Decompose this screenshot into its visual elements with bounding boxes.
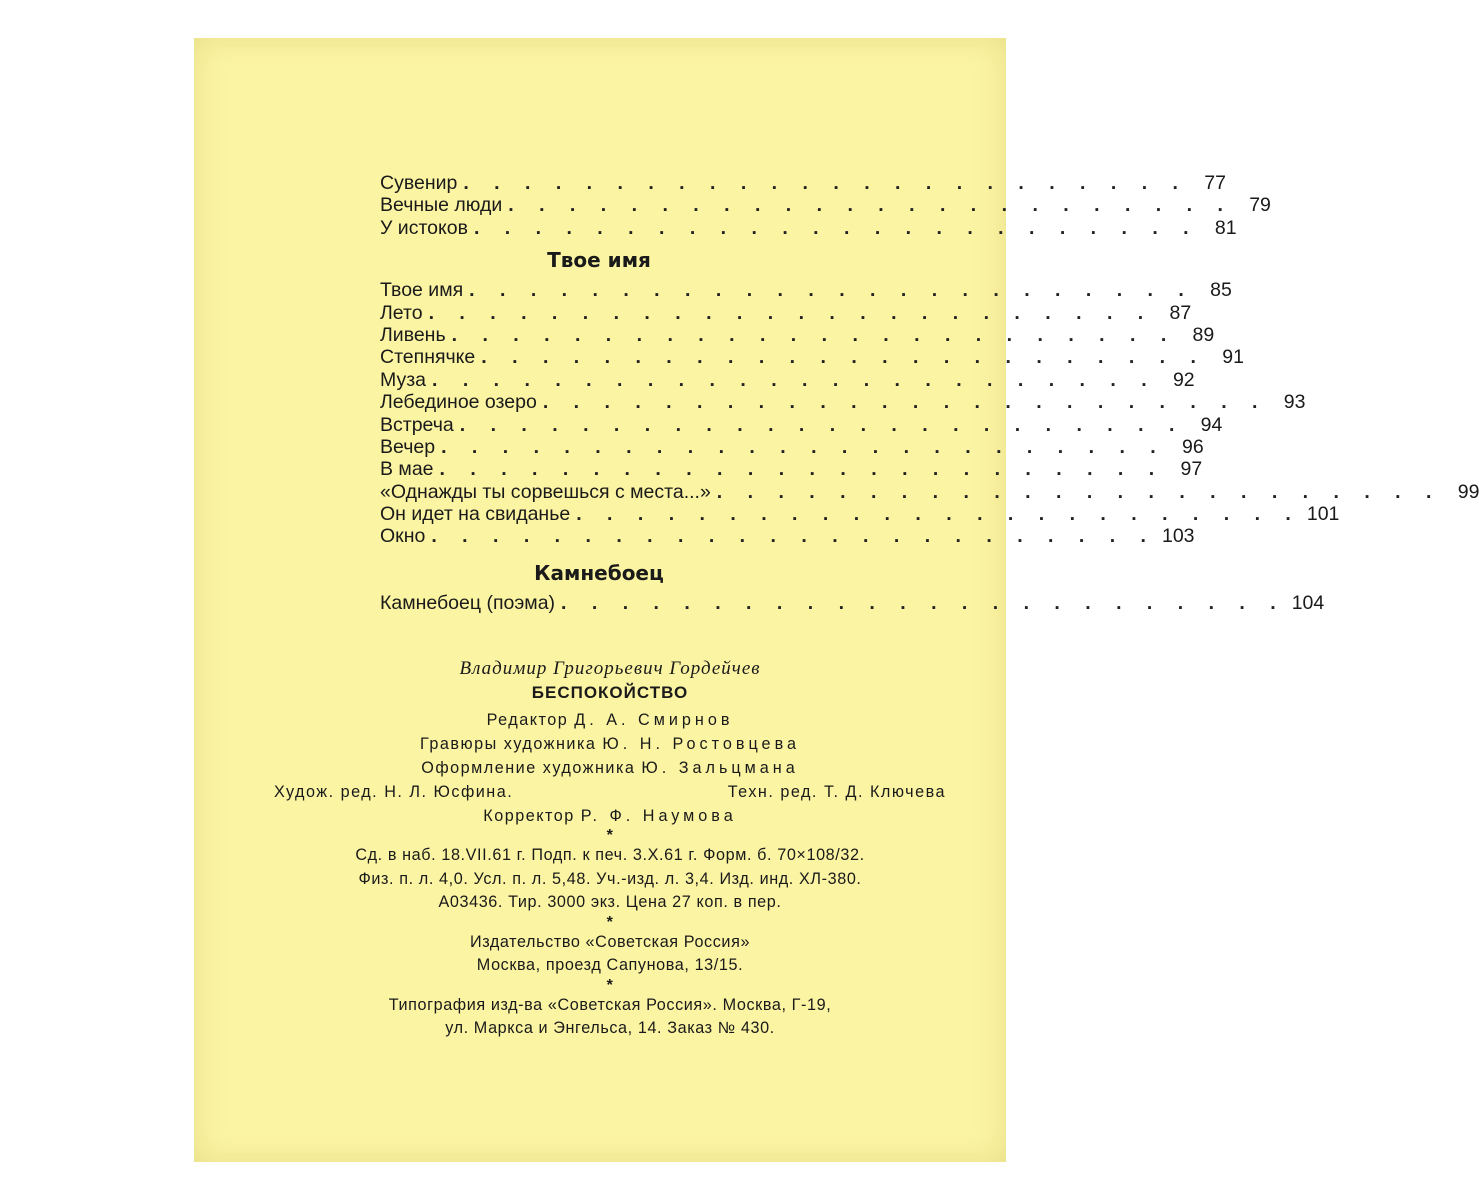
printer-address: ул. Маркса и Энгельса, 14. Заказ № 430. <box>445 1019 775 1037</box>
toc-entry-title: Он идет на свиданье <box>380 503 571 526</box>
toc-entry-page-number: 87 <box>1169 301 1192 324</box>
toc-entry-title: Вечер <box>380 435 436 458</box>
credit-editors-row <box>260 780 960 804</box>
credit-label: Худож. ред. <box>274 783 379 801</box>
toc-entry-title: Окно <box>380 525 426 548</box>
publisher-name: Издательство «Советская Россия» <box>469 932 751 951</box>
toc-group <box>380 172 1271 239</box>
credit-person: Н. Л. Юсфина. <box>384 783 514 801</box>
toc-section-heading: Камнебоец <box>534 560 664 585</box>
print-data-line: А03436. Тир. 3000 экз. Цена 27 коп. в пер. <box>438 893 782 911</box>
credit-engravings <box>260 732 960 756</box>
toc-leader-dots: . . . . . . . . . . . . . . . . . . . . . . . . <box>431 525 1156 548</box>
toc-entry-page-number: 101 <box>1306 503 1340 526</box>
toc-entry-page-number: 89 <box>1192 323 1215 346</box>
toc-leader-dots: . . . . . . . . . . . . . . . . . . . . . . . . <box>716 480 1442 503</box>
toc-group <box>380 591 1325 614</box>
toc-entry-title: У истоков <box>380 216 468 239</box>
toc-group <box>380 279 1479 548</box>
toc-leader-dots: . . . . . . . . . . . . . . . . . . . . . . . . <box>561 591 1286 614</box>
toc-entry-page-number: 92 <box>1172 368 1195 391</box>
toc-leader-dots: . . . . . . . . . . . . . . . . . . . . . . . . <box>508 194 1233 217</box>
credit-person: Т. Д. Ключева <box>823 783 946 801</box>
toc-entry-page-number: 94 <box>1200 413 1223 436</box>
table-of-contents <box>380 172 1479 614</box>
toc-entry-page-number: 93 <box>1283 391 1306 414</box>
credit-label: Гравюры художника <box>420 735 597 753</box>
toc-entry <box>380 172 1226 194</box>
separator-asterisk: * <box>606 976 614 994</box>
publisher-address: Москва, проезд Сапунова, 13/15. <box>476 956 744 974</box>
print-data-line: Физ. п. л. 4,0. Усл. п. л. 5,48. Уч.-изд. л. 3,4. Изд. инд. ХЛ-380. <box>358 869 862 888</box>
credit-person: Д. А. Смирнов <box>574 711 734 729</box>
toc-entry-page-number: 104 <box>1291 591 1325 614</box>
author-name: Владимир Григорьевич Гордейчев <box>459 658 761 679</box>
credit-corrector <box>260 804 960 828</box>
toc-entry-title: Твое имя <box>380 279 464 302</box>
toc-leader-dots: . . . . . . . . . . . . . . . . . . . . . . . . <box>576 503 1301 526</box>
toc-leader-dots: . . . . . . . . . . . . . . . . . . . . . . . . <box>428 301 1154 324</box>
toc-entry-page-number: 85 <box>1210 279 1232 302</box>
toc-entry <box>380 413 1223 436</box>
toc-entry-title: В мае <box>380 458 434 481</box>
separator-asterisk: * <box>606 827 614 844</box>
toc-leader-dots: . . . . . . . . . . . . . . . . . . . . . . . . <box>459 413 1185 436</box>
toc-leader-dots: . . . . . . . . . . . . . . . . . . . . . . . . <box>469 279 1194 302</box>
toc-entry <box>380 216 1237 239</box>
toc-entry-page-number: 99 <box>1457 480 1479 503</box>
toc-leader-dots: . . . . . . . . . . . . . . . . . . . . . . . . <box>463 172 1188 194</box>
credit-person: Ю. Н. Ростовцева <box>602 735 800 753</box>
toc-entry-title: Ливень <box>380 323 446 346</box>
toc-section-heading: Твое имя <box>547 248 651 273</box>
print-data-line: Сд. в наб. 18.VII.61 г. Подп. к печ. 3.X.61 г. Форм. б. 70×108/32. <box>355 846 865 864</box>
credit-tech-editor <box>728 780 946 804</box>
toc-entry-title: Сувенир <box>380 172 458 194</box>
credit-person: Р. Ф. Наумова <box>580 807 737 825</box>
toc-entry <box>380 368 1195 391</box>
credit-person: Ю. Зальцмана <box>641 759 799 777</box>
toc-leader-dots: . . . . . . . . . . . . . . . . . . . . . . . . <box>441 435 1166 458</box>
toc-entry-page-number: 81 <box>1214 216 1237 239</box>
toc-leader-dots: . . . . . . . . . . . . . . . . . . . . . . . . <box>439 458 1165 481</box>
toc-entry <box>380 323 1215 346</box>
toc-entry <box>380 503 1340 526</box>
credit-label: Оформление художника <box>421 759 636 777</box>
toc-entry-page-number: 96 <box>1182 435 1204 458</box>
credit-editor <box>260 708 960 732</box>
toc-entry <box>380 458 1203 481</box>
printer-name: Типография изд-ва «Советская Россия». Москва, Г-19, <box>388 995 832 1014</box>
toc-entry <box>380 591 1325 614</box>
toc-leader-dots: . . . . . . . . . . . . . . . . . . . . . . . . <box>473 216 1199 239</box>
toc-leader-dots: . . . . . . . . . . . . . . . . . . . . . . . . <box>451 323 1177 346</box>
toc-leader-dots: . . . . . . . . . . . . . . . . . . . . . . . . <box>481 346 1206 369</box>
credit-label: Техн. ред. <box>727 783 818 801</box>
imprint-block <box>260 656 960 1041</box>
toc-entry <box>380 480 1479 503</box>
toc-entry-title: Муза <box>380 368 426 391</box>
toc-entry <box>380 435 1204 458</box>
toc-entry-page-number: 97 <box>1180 458 1203 481</box>
toc-entry-title: Камнебоец (поэма) <box>380 591 556 614</box>
separator-asterisk: * <box>606 913 614 931</box>
toc-entry-page-number: 77 <box>1204 172 1226 194</box>
credit-label: Корректор <box>483 807 575 825</box>
toc-entry-page-number: 91 <box>1222 346 1244 369</box>
toc-entry-title: Степнячке <box>380 346 476 369</box>
toc-entry-title: Лебединое озеро <box>380 391 537 414</box>
credit-design <box>260 756 960 780</box>
toc-entry-title: Встреча <box>380 413 454 436</box>
toc-entry <box>380 391 1306 414</box>
book-title: БЕСПОКОЙСТВО <box>531 683 689 702</box>
toc-entry-title: Лето <box>380 301 423 324</box>
toc-entry <box>380 525 1195 548</box>
toc-entry-title: Вечные люди <box>380 194 503 217</box>
toc-leader-dots: . . . . . . . . . . . . . . . . . . . . . . . . <box>542 391 1268 414</box>
toc-entry <box>380 301 1192 324</box>
toc-entry-page-number: 79 <box>1249 194 1271 217</box>
toc-entry <box>380 194 1271 217</box>
toc-entry-page-number: 103 <box>1161 525 1195 548</box>
toc-entry <box>380 279 1232 302</box>
credit-art-editor <box>274 780 513 804</box>
toc-entry-title: «Однажды ты сорвешься с места...» <box>380 480 711 503</box>
toc-entry <box>380 346 1244 369</box>
credit-label: Редактор <box>486 711 569 729</box>
toc-leader-dots: . . . . . . . . . . . . . . . . . . . . . . . . <box>432 368 1157 391</box>
